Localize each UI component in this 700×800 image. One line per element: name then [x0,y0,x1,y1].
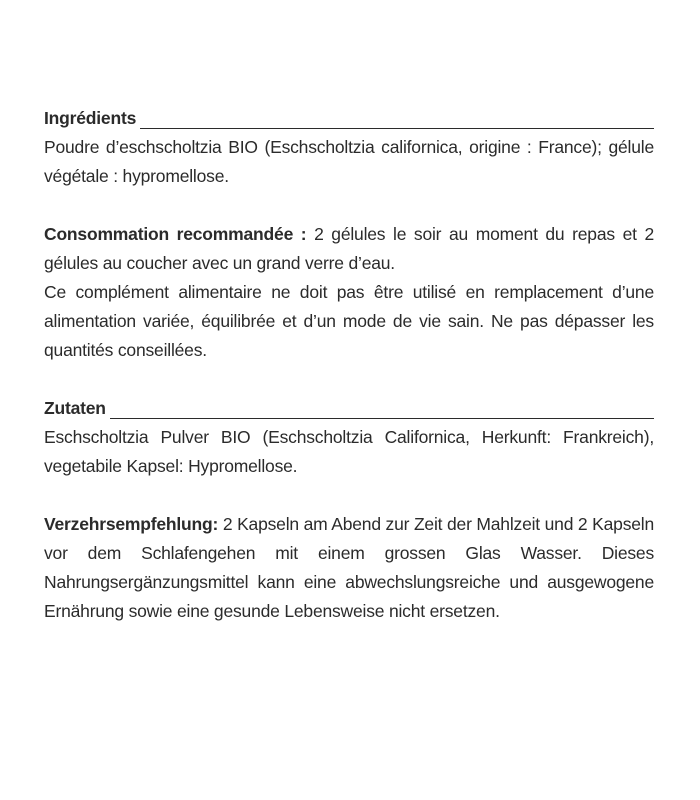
fr-ingredients-underline [140,128,654,129]
fr-consumption-section [44,220,654,278]
fr-warning-text: Ce complément alimentaire ne doit pas être utilisé en remplacement d’une alimentation variée, équilibrée et d’un mode de vie sain. Ne pas dépasser les quantités conseillées. [44,282,654,360]
de-ingredients-section [44,394,654,481]
de-consumption-text: 2 Kapseln am Abend zur Zeit der Mahlzeit und 2 Kapseln vor dem Schlafengehen mit einem grossen Glas Wasser. Dieses Nahrungsergänzungsmittel kann eine abwechslungsreiche und ausgewogene Ernährung sowie eine gesunde Lebensweise nicht ersetzen. [44,514,654,621]
fr-ingredients-section [44,104,654,191]
de-ingredients-heading-row [44,394,654,423]
fr-ingredients-heading-row [44,104,654,133]
fr-ingredients-heading: Ingrédients [44,108,137,128]
label-text-document [44,104,654,626]
de-ingredients-text: Eschscholtzia Pulver BIO (Eschscholtzia Californica, Herkunft: Frankreich), vegetabile Kapsel: Hypromellose. [44,427,654,476]
de-ingredients-heading: Zutaten [44,398,106,418]
de-ingredients-underline [110,418,654,419]
spacer [44,365,654,394]
de-consumption-label: Verzehrsempfehlung: [44,514,219,534]
spacer [44,191,654,220]
spacer [44,481,654,510]
fr-ingredients-text: Poudre d’eschscholtzia BIO (Eschscholtzia californica, origine : France); gélule végétale : hypromellose. [44,137,654,186]
fr-consumption-text: 2 gélules le soir au moment du repas et 2 gélules au coucher avec un grand verre d’eau. [44,224,654,273]
de-consumption-section [44,510,654,626]
fr-consumption-label: Consommation recommandée : [44,224,307,244]
